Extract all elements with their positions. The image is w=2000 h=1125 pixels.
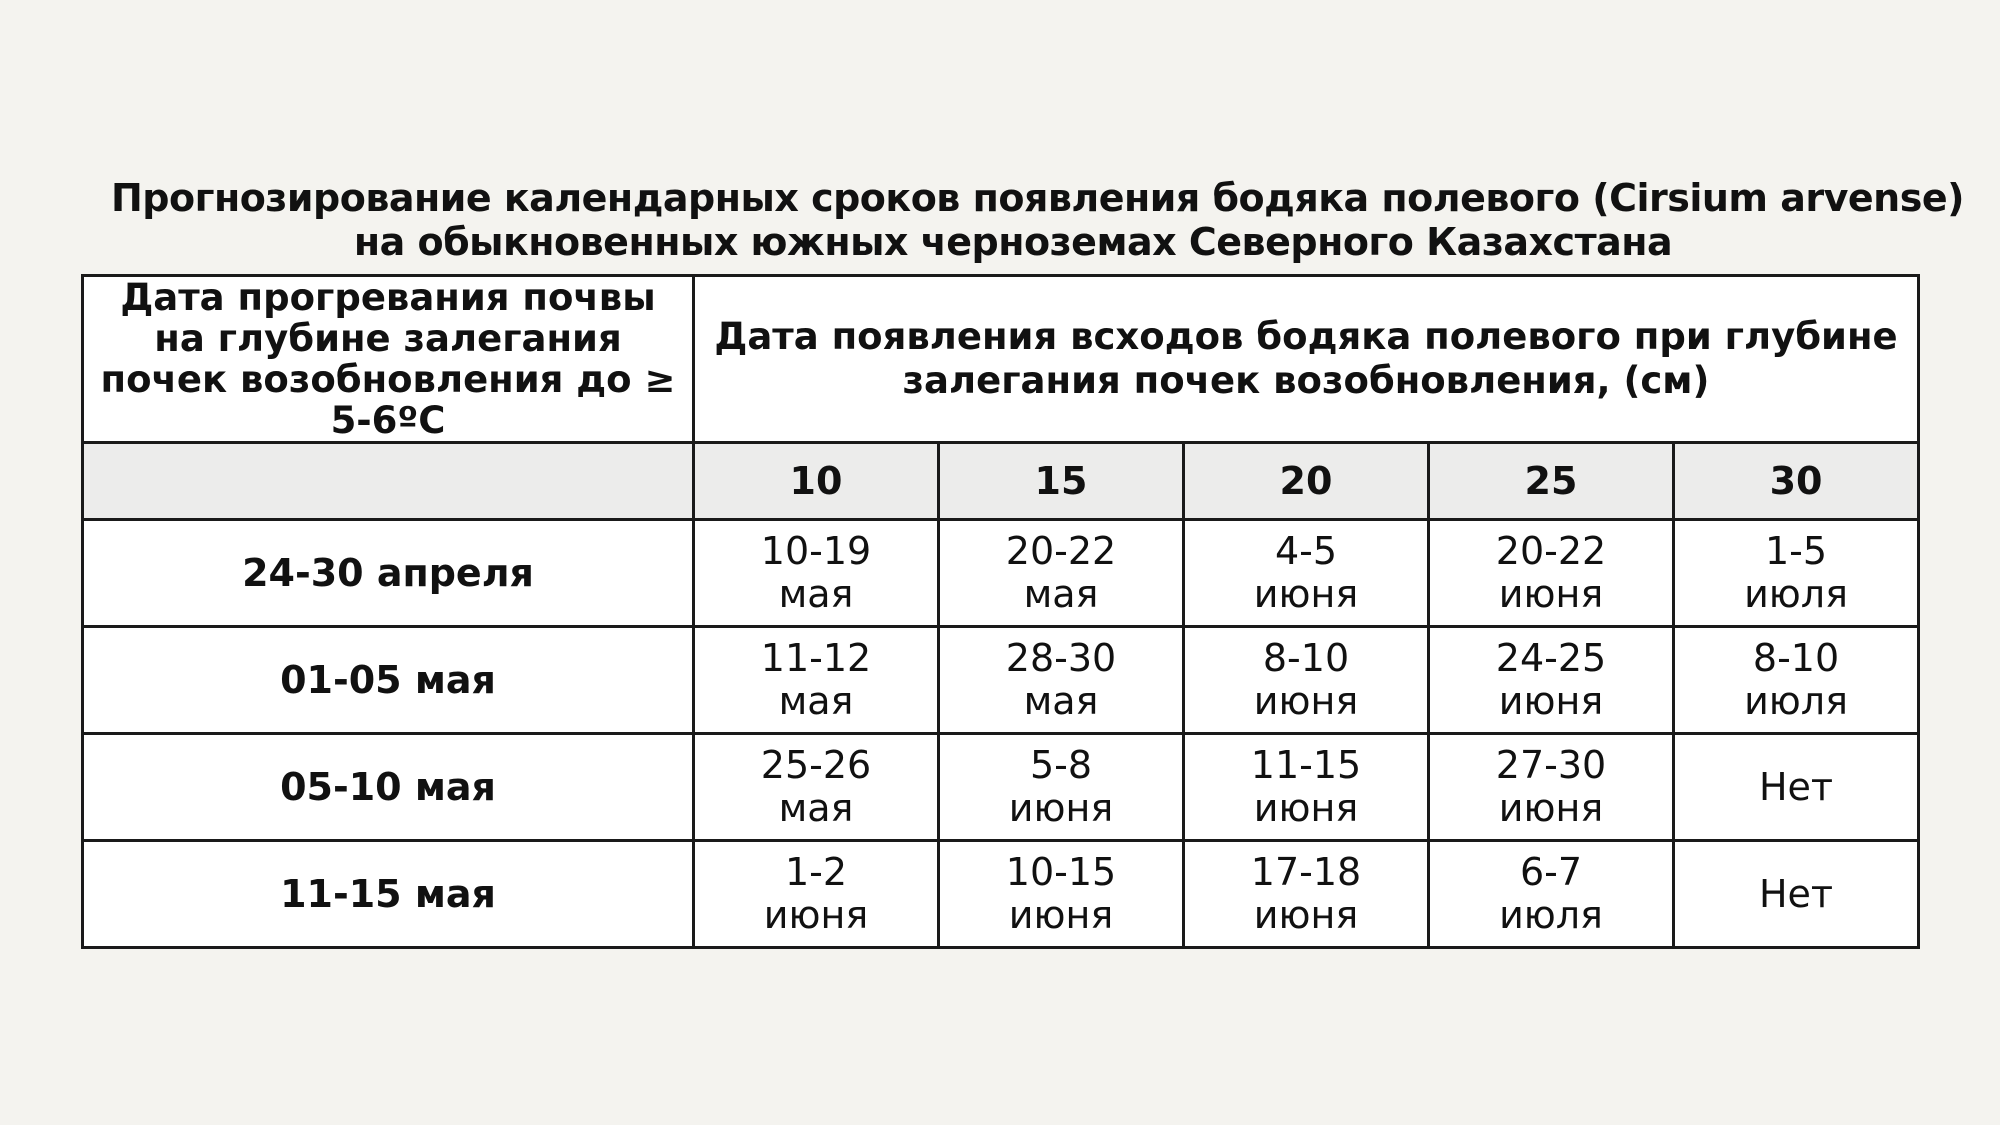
month-name: июня [1498,679,1604,723]
day-range: Нет [1758,871,1834,916]
depth-row [83,443,1919,520]
forecast-table [81,274,1920,949]
day-range: 25-26 [760,743,872,787]
month-name: июня [1008,893,1114,937]
day-range: 5-8 [1029,743,1093,787]
emergence-date-cell [939,734,1184,841]
depth-header-cell: 15 [939,443,1184,520]
emergence-date-cell [1429,627,1674,734]
emergence-date-cell [694,520,939,627]
emergence-date-cell [1429,734,1674,841]
day-range: 8-10 [1752,636,1840,680]
table-row [83,627,1919,734]
depth-header-cell: 30 [1674,443,1919,520]
table-row [83,520,1919,627]
day-range: 10-19 [760,529,872,573]
month-name: мая [1023,572,1099,616]
emergence-date-header: Дата появления всходов бодяка полевого при глубине залегания почек возобновления, (см) [694,276,1919,443]
depth-row-blank-cell [83,443,694,520]
day-range: 20-22 [1005,529,1117,573]
month-name: июня [1253,786,1359,830]
emergence-date-cell [939,520,1184,627]
table-title [0,176,2000,264]
day-range: 17-18 [1250,850,1362,894]
soil-warming-date-cell: 11-15 мая [83,841,694,948]
day-range: 27-30 [1495,743,1607,787]
day-range: 11-12 [760,636,872,680]
depth-header-cell: 10 [694,443,939,520]
emergence-date-cell [1184,734,1429,841]
month-name: июня [1498,786,1604,830]
day-range: 24-25 [1495,636,1607,680]
emergence-date-cell [1674,734,1919,841]
month-name: мая [778,679,854,723]
soil-warming-date-cell: 05-10 мая [83,734,694,841]
day-range: 28-30 [1005,636,1117,680]
month-name: июня [763,893,869,937]
depth-header-cell: 25 [1429,443,1674,520]
emergence-date-cell [1184,841,1429,948]
emergence-date-cell [694,627,939,734]
month-name: июля [1744,679,1848,723]
soil-warming-date-cell: 01-05 мая [83,627,694,734]
emergence-date-cell [1184,520,1429,627]
emergence-date-cell [694,734,939,841]
emergence-date-cell [1674,520,1919,627]
emergence-date-cell [694,841,939,948]
table-row [83,734,1919,841]
day-range: 1-5 [1764,529,1828,573]
month-name: июня [1253,679,1359,723]
day-range: Нет [1758,764,1834,809]
emergence-date-cell [939,627,1184,734]
day-range: 20-22 [1495,529,1607,573]
day-range: 10-15 [1005,850,1117,894]
month-name: июня [1008,786,1114,830]
emergence-date-cell [1674,841,1919,948]
day-range: 8-10 [1262,636,1350,680]
month-name: июля [1499,893,1603,937]
depth-header-cell: 20 [1184,443,1429,520]
emergence-date-cell [939,841,1184,948]
title-line-1: Прогнозирование календарных сроков появления бодяка полевого (Cirsium arvense) [110,176,1964,220]
day-range: 4-5 [1274,529,1338,573]
day-range: 1-2 [784,850,848,894]
month-name: июня [1253,572,1359,616]
table-row [83,841,1919,948]
month-name: мая [1023,679,1099,723]
soil-warming-date-header: Дата прогревания почвы на глубине залегания почек возобновления до ≥ 5-6ºС [83,276,694,443]
month-name: мая [778,572,854,616]
header-row [83,276,1919,443]
day-range: 11-15 [1250,743,1362,787]
month-name: июля [1744,572,1848,616]
emergence-date-cell [1674,627,1919,734]
month-name: июня [1253,893,1359,937]
day-range: 6-7 [1519,850,1583,894]
emergence-date-cell [1429,841,1674,948]
soil-warming-date-cell: 24-30 апреля [83,520,694,627]
title-line-2: на обыкновенных южных черноземах Северного Казахстана [353,220,1673,264]
month-name: июня [1498,572,1604,616]
emergence-date-cell [1184,627,1429,734]
emergence-date-cell [1429,520,1674,627]
month-name: мая [778,786,854,830]
